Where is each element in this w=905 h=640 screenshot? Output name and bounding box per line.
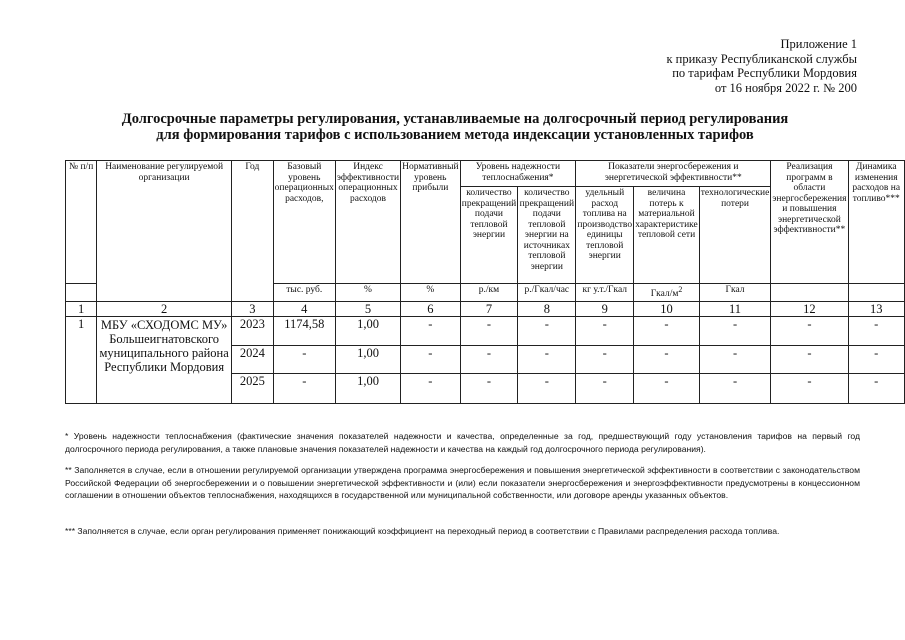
cell-dynamics: - [848,373,905,403]
cell-en-a: - [576,373,634,403]
cell-index: 1,00 [335,316,400,345]
header-year: Год [231,161,273,302]
footnote-reliability: * Уровень надежности теплоснабжения (фактические значения показателей надежности и качества, определенные за год, предшествующий году установления тарифов на первый год долгосрочного периода регулирования, а также плановые значения показателей надежности и качества на каждый год долгосрочного периода регулирования). [65,431,860,454]
col-number: 13 [848,301,905,316]
unit-programs [771,284,848,302]
unit-en-b-superscript: 2 [678,285,683,294]
col-number: 2 [97,301,232,316]
title-line-1: Долгосрочные параметры регулирования, устанавливаемые на долгосрочный период регулирования [121,111,789,127]
unit-en-b [634,284,700,302]
footnote-energy-saving: ** Заполняется в случае, если в отношении регулируемой организации утверждена программа энергосбережения и повышения энергетической эффективности в соответствии с законодательством Российской Федерации об энергосбережении и о повышении энергетической эффективности и (или) если показатели энергосбережения и энергоэффективности предусмотрены в концессионном соглашении в отношении объектов теплоснабжения, находящихся в государственной или муниципальной собственности, или договоре аренды указанных объектов. [65,465,860,500]
title-line-2: для формирования тарифов с использованием метода индексации установленных тарифов [156,127,754,143]
col-number: 12 [771,301,848,316]
col-number: 11 [699,301,771,316]
footnote-fuel-expenses: *** Заполняется в случае, если орган регулирования применяет понижающий коэффициент на переходный период в соответствии с Правилами распределения расхода топлива. [65,526,780,536]
col-number: 10 [634,301,700,316]
header-rel-a: количество прекращений подачи тепловой энергии [460,187,518,284]
header-energy: Показатели энергосбережения и энергетической эффективности** [576,161,771,187]
col-number: 4 [273,301,335,316]
unit-norm: % [401,284,460,302]
col-number: 6 [401,301,460,316]
unit-index: % [335,284,400,302]
appendix-line-3: по тарифам Республики Мордовия [672,66,857,80]
cell-year: 2024 [231,345,273,373]
cell-en-c: - [699,345,771,373]
header-programs: Реализация программ в области энергосбережения и повышения энергетической эффективности** [771,161,848,284]
cell-dynamics: - [848,316,905,345]
header-en-a: удельный расход топлива на производство единицы тепловой энергии [576,187,634,284]
unit-rel-b: р./Гкал/час [518,284,576,302]
table-row [66,316,905,345]
col-number: 5 [335,301,400,316]
cell-rel-a: - [460,345,518,373]
row-number: 1 [66,316,97,403]
cell-programs: - [771,373,848,403]
header-row-1 [66,161,905,187]
header-norm: Нормативный уровень прибыли [401,161,460,284]
cell-base: - [273,345,335,373]
header-base: Базовый уровень операционных расходов, [273,161,335,284]
cell-en-b: - [634,316,700,345]
cell-base: 1174,58 [273,316,335,345]
cell-dynamics: - [848,345,905,373]
header-en-c: технологические потери [699,187,771,284]
appendix-reference [666,37,857,95]
appendix-line-1: Приложение 1 [780,37,857,51]
cell-year: 2023 [231,316,273,345]
document-title [60,111,850,143]
cell-programs: - [771,316,848,345]
organization-name: МБУ «СХОДОМС МУ» Большеигнатовского муниципального района Республики Мордовия [97,316,232,403]
appendix-line-2: к приказу Республиканской службы [666,51,857,66]
header-rel-b: количество прекращений подачи тепловой энергии на источниках тепловой энергии [518,187,576,284]
cell-index: 1,00 [335,345,400,373]
cell-norm: - [401,345,460,373]
cell-base: - [273,373,335,403]
unit-dynamics [848,284,905,302]
header-en-b: величина потерь к материальной характеристике тепловой сети [634,187,700,284]
cell-rel-a: - [460,373,518,403]
col-number: 9 [576,301,634,316]
unit-en-a: кг у.т./Гкал [576,284,634,302]
col-number: 1 [66,301,97,316]
header-reliability: Уровень надежности теплоснабжения* [460,161,576,187]
unit-en-b-text: Гкал/м [650,289,679,300]
cell-programs: - [771,345,848,373]
cell-en-b: - [634,373,700,403]
cell-en-c: - [699,316,771,345]
appendix-line-4: от 16 ноября 2022 г. № 200 [714,80,857,95]
parameters-table [65,160,905,404]
col-number: 7 [460,301,518,316]
cell-rel-a: - [460,316,518,345]
unit-rel-a: р./км [460,284,518,302]
column-numbers-row [66,301,905,316]
header-num: № п/п [66,161,97,284]
cell-en-a: - [576,345,634,373]
cell-en-b: - [634,345,700,373]
cell-norm: - [401,316,460,345]
cell-rel-b: - [518,316,576,345]
col-number: 8 [518,301,576,316]
header-index: Индекс эффективности операционных расходов [335,161,400,284]
col-number: 3 [231,301,273,316]
cell-rel-b: - [518,345,576,373]
header-dynamics: Динамика изменения расходов на топливо*** [848,161,905,284]
cell-norm: - [401,373,460,403]
cell-index: 1,00 [335,373,400,403]
cell-rel-b: - [518,373,576,403]
cell-en-a: - [576,316,634,345]
unit-en-c: Гкал [699,284,771,302]
cell-year: 2025 [231,373,273,403]
unit-base: тыс. руб. [273,284,335,302]
unit-num [66,284,97,302]
cell-en-c: - [699,373,771,403]
header-org: Наименование регулируемой организации [97,161,232,302]
